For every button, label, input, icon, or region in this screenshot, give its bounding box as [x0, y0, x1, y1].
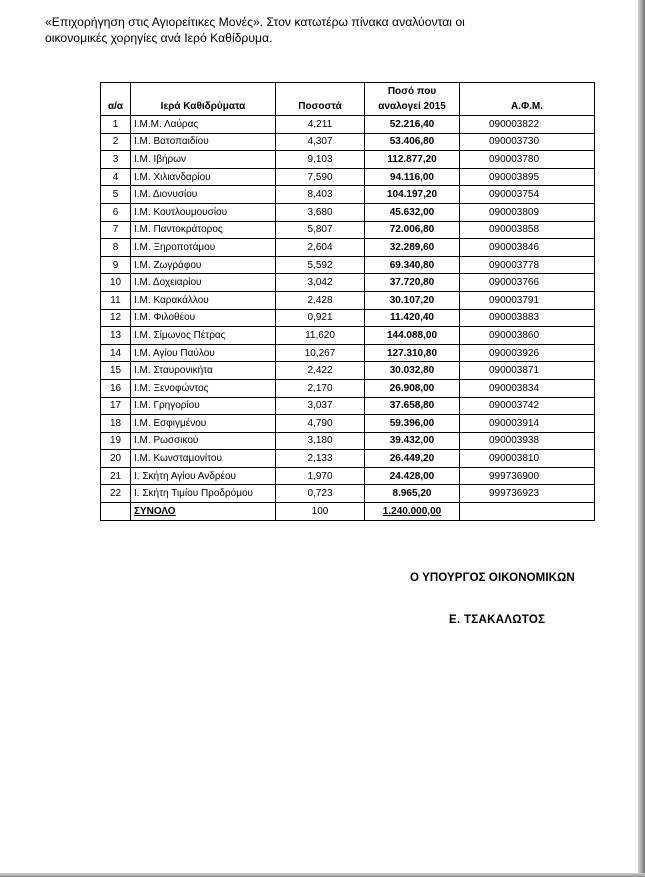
row-percentage: 3,180 — [276, 432, 365, 450]
row-percentage: 5,592 — [276, 256, 365, 274]
row-afm: 090003754 — [460, 186, 595, 204]
row-monastery-name: Ι.Μ. Κωνσταμονίτου — [131, 450, 276, 468]
row-amount: 8.965,20 — [365, 485, 460, 503]
table-row — [101, 274, 595, 292]
row-number: 16 — [101, 379, 131, 397]
table-row — [101, 309, 595, 327]
row-monastery-name: Ι.Μ. Ξηροποτάμου — [131, 239, 276, 257]
table-row — [101, 397, 595, 415]
row-afm: 090003846 — [460, 239, 595, 257]
table-row — [101, 467, 595, 485]
header-aa: α/α — [101, 83, 131, 116]
row-amount: 144.088,00 — [365, 327, 460, 345]
total-empty-cell — [101, 503, 131, 521]
row-monastery-name: Ι. Σκήτη Τιμίου Προδρόμου — [131, 485, 276, 503]
row-afm: 090003938 — [460, 432, 595, 450]
row-number: 15 — [101, 362, 131, 380]
intro-paragraph — [45, 14, 543, 46]
grants-table — [100, 82, 595, 521]
header-amount-line2: αναλογεί 2015 — [378, 101, 446, 112]
table-row — [101, 327, 595, 345]
row-amount: 11.420,40 — [365, 309, 460, 327]
table-row — [101, 379, 595, 397]
row-amount: 26.908,00 — [365, 379, 460, 397]
row-amount: 52.216,40 — [365, 116, 460, 134]
row-number: 13 — [101, 327, 131, 345]
row-amount: 53.406,80 — [365, 133, 460, 151]
row-number: 19 — [101, 432, 131, 450]
row-number: 9 — [101, 256, 131, 274]
row-percentage: 2,422 — [276, 362, 365, 380]
table-body — [101, 116, 595, 503]
table-row — [101, 344, 595, 362]
row-afm: 090003926 — [460, 344, 595, 362]
row-amount: 37.658,80 — [365, 397, 460, 415]
table-row — [101, 239, 595, 257]
intro-line: «Επιχορήγηση στις Αγιορείτικες Μονές». Στον κατωτέρω πίνακα αναλύονται οι — [45, 15, 465, 29]
row-afm: 090003858 — [460, 221, 595, 239]
row-percentage: 7,590 — [276, 168, 365, 186]
row-monastery-name: Ι.Μ. Ρωσσικού — [131, 432, 276, 450]
row-amount: 94.116,00 — [365, 168, 460, 186]
intro-line: οικονομικές χορηγίες ανά Ιερό Καθίδρυμα. — [45, 31, 273, 45]
row-monastery-name: Ι. Σκήτη Αγίου Ανδρέου — [131, 467, 276, 485]
page-edge-shadow — [638, 0, 645, 877]
row-amount: 72.006,80 — [365, 221, 460, 239]
signature-title: Ο ΥΠΟΥΡΓΟΣ ΟΙΚΟΝΟΜΙΚΩΝ — [410, 572, 575, 584]
row-monastery-name: Ι.Μ. Βατοπαιδίου — [131, 133, 276, 151]
row-amount: 127.310,80 — [365, 344, 460, 362]
row-afm: 090003742 — [460, 397, 595, 415]
row-percentage: 3,037 — [276, 397, 365, 415]
row-monastery-name: Ι.Μ. Γρηγορίου — [131, 397, 276, 415]
row-monastery-name: Ι.Μ. Παντοκράτορος — [131, 221, 276, 239]
row-afm: 999736923 — [460, 485, 595, 503]
table-row — [101, 415, 595, 433]
table-header-row — [101, 83, 595, 116]
row-amount: 59.396,00 — [365, 415, 460, 433]
row-number: 4 — [101, 168, 131, 186]
row-amount: 69.340,80 — [365, 256, 460, 274]
row-percentage: 4,307 — [276, 133, 365, 151]
row-afm: 090003895 — [460, 168, 595, 186]
row-number: 8 — [101, 239, 131, 257]
row-amount: 104.197,20 — [365, 186, 460, 204]
table-row — [101, 168, 595, 186]
row-afm: 090003860 — [460, 327, 595, 345]
row-number: 5 — [101, 186, 131, 204]
table-row — [101, 221, 595, 239]
row-afm: 090003822 — [460, 116, 595, 134]
row-monastery-name: Ι.Μ. Διονυσίου — [131, 186, 276, 204]
row-monastery-name: Ι.Μ. Ιβήρων — [131, 151, 276, 169]
row-afm: 090003766 — [460, 274, 595, 292]
row-percentage: 0,723 — [276, 485, 365, 503]
signature-name: Ε. ΤΣΑΚΑΛΩΤΟΣ — [449, 614, 546, 626]
row-number: 12 — [101, 309, 131, 327]
row-monastery-name: Ι.Μ. Δοχειαρίου — [131, 274, 276, 292]
table-row — [101, 116, 595, 134]
row-number: 22 — [101, 485, 131, 503]
table-row — [101, 203, 595, 221]
row-number: 14 — [101, 344, 131, 362]
row-afm: 090003883 — [460, 309, 595, 327]
row-number: 11 — [101, 291, 131, 309]
table-row — [101, 133, 595, 151]
row-afm: 090003914 — [460, 415, 595, 433]
row-number: 2 — [101, 133, 131, 151]
row-percentage: 2,133 — [276, 450, 365, 468]
row-amount: 32.289,60 — [365, 239, 460, 257]
row-number: 10 — [101, 274, 131, 292]
row-amount: 112.877,20 — [365, 151, 460, 169]
row-amount: 26.449,20 — [365, 450, 460, 468]
header-amount — [365, 83, 460, 116]
row-monastery-name: Ι.Μ. Φιλοθέου — [131, 309, 276, 327]
header-amount-line1: Ποσό που — [387, 86, 437, 97]
row-amount: 30.107,20 — [365, 291, 460, 309]
total-row — [101, 503, 595, 521]
row-amount: 39.432,00 — [365, 432, 460, 450]
row-percentage: 10,267 — [276, 344, 365, 362]
row-afm: 090003780 — [460, 151, 595, 169]
row-monastery-name: Ι.Μ. Καρακάλλου — [131, 291, 276, 309]
row-number: 3 — [101, 151, 131, 169]
row-amount: 30.032,80 — [365, 362, 460, 380]
row-amount: 24.428,00 — [365, 467, 460, 485]
row-monastery-name: Ι.Μ. Σίμωνος Πέτρας — [131, 327, 276, 345]
row-percentage: 4,790 — [276, 415, 365, 433]
row-percentage: 2,428 — [276, 291, 365, 309]
header-name: Ιερά Καθιδρύματα — [131, 83, 276, 116]
row-afm: 090003834 — [460, 379, 595, 397]
row-percentage: 1,970 — [276, 467, 365, 485]
row-afm: 090003778 — [460, 256, 595, 274]
row-number: 17 — [101, 397, 131, 415]
row-number: 18 — [101, 415, 131, 433]
total-percentage: 100 — [276, 503, 365, 521]
row-amount: 45.632,00 — [365, 203, 460, 221]
row-afm: 999736900 — [460, 467, 595, 485]
total-amount: 1.240.000,00 — [365, 503, 460, 521]
row-afm: 090003730 — [460, 133, 595, 151]
table-row — [101, 186, 595, 204]
total-label: ΣΥΝΟΛΟ — [131, 503, 276, 521]
page-bottom-shadow — [0, 873, 645, 877]
table-row — [101, 432, 595, 450]
row-percentage: 11,620 — [276, 327, 365, 345]
row-percentage: 9,103 — [276, 151, 365, 169]
row-monastery-name: Ι.Μ.Μ. Λαύρας — [131, 116, 276, 134]
header-percentage: Ποσοστά — [276, 83, 365, 116]
row-percentage: 2,604 — [276, 239, 365, 257]
row-number: 1 — [101, 116, 131, 134]
table-row — [101, 291, 595, 309]
table-row — [101, 362, 595, 380]
row-monastery-name: Ι.Μ. Αγίου Παύλου — [131, 344, 276, 362]
row-monastery-name: Ι.Μ. Χιλιανδαρίου — [131, 168, 276, 186]
row-number: 21 — [101, 467, 131, 485]
row-afm: 090003809 — [460, 203, 595, 221]
row-monastery-name: Ι.Μ. Κουτλουμουσίου — [131, 203, 276, 221]
row-amount: 37.720,80 — [365, 274, 460, 292]
row-percentage: 3,042 — [276, 274, 365, 292]
total-afm-empty — [460, 503, 595, 521]
row-afm: 090003810 — [460, 450, 595, 468]
row-monastery-name: Ι.Μ. Ξενοφώντος — [131, 379, 276, 397]
row-percentage: 3,680 — [276, 203, 365, 221]
row-number: 7 — [101, 221, 131, 239]
row-number: 6 — [101, 203, 131, 221]
row-percentage: 2,170 — [276, 379, 365, 397]
row-afm: 090003871 — [460, 362, 595, 380]
table-row — [101, 151, 595, 169]
row-monastery-name: Ι.Μ. Ζωγράφου — [131, 256, 276, 274]
row-percentage: 8,403 — [276, 186, 365, 204]
row-number: 20 — [101, 450, 131, 468]
row-percentage: 5,807 — [276, 221, 365, 239]
table-row — [101, 256, 595, 274]
row-percentage: 4,211 — [276, 116, 365, 134]
table-row — [101, 485, 595, 503]
header-afm: Α.Φ.Μ. — [460, 83, 595, 116]
row-monastery-name: Ι.Μ. Σταυρονικήτα — [131, 362, 276, 380]
row-monastery-name: Ι.Μ. Εσφιγμένου — [131, 415, 276, 433]
table-row — [101, 450, 595, 468]
row-afm: 090003791 — [460, 291, 595, 309]
row-percentage: 0,921 — [276, 309, 365, 327]
